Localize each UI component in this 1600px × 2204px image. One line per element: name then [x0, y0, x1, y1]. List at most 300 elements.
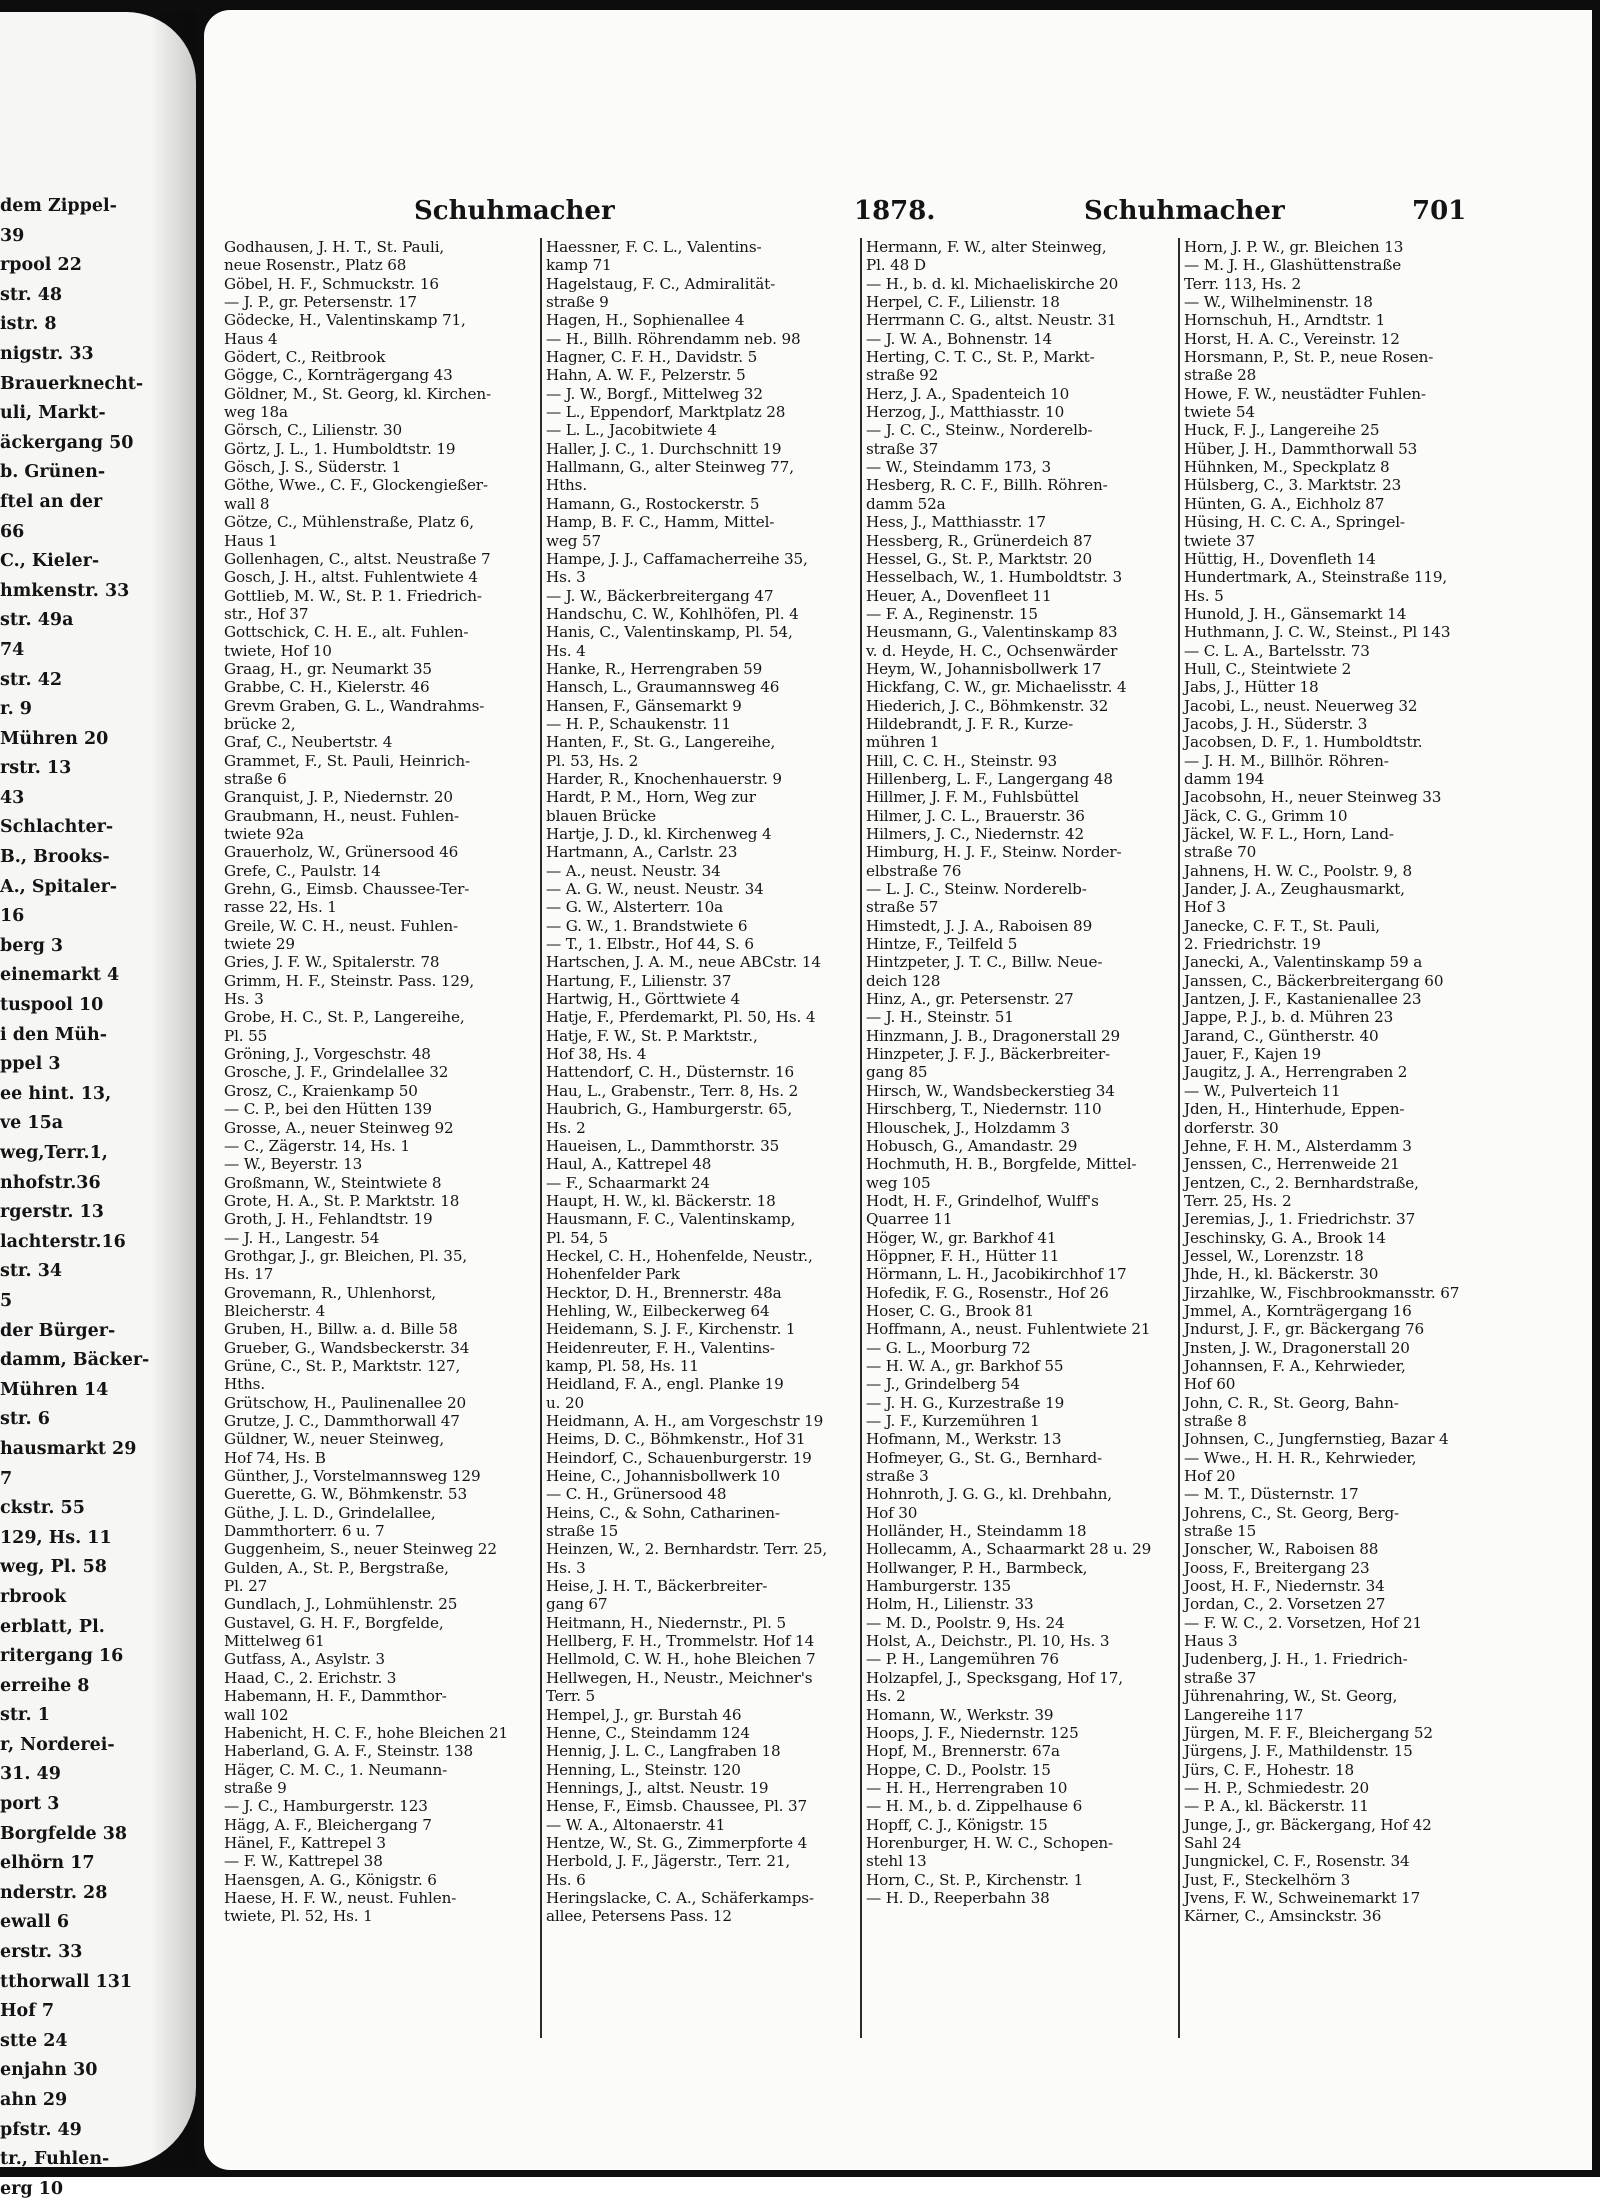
directory-entry-line: Gögge, C., Kornträgergang 43 — [224, 366, 453, 385]
directory-entry-line: twiete 92a — [224, 825, 304, 843]
left-page-line: rstr. 13 — [0, 758, 72, 779]
directory-entry-line: Jhde, H., kl. Bäckerstr. 30 — [1184, 1265, 1379, 1284]
left-page-line: str. 49a — [0, 610, 74, 631]
directory-entry-line: Hatje, F., Pferdemarkt, Pl. 50, Hs. 4 — [546, 1008, 816, 1027]
directory-column-2 — [546, 238, 862, 1926]
directory-entry-line: Jessel, W., Lorenzstr. 18 — [1184, 1246, 1364, 1265]
directory-entry-line: Herting, C. T. C., St. P., Markt- — [866, 348, 1095, 367]
directory-entry-line: Hünten, G. A., Eichholz 87 — [1184, 494, 1385, 513]
directory-entry-line: Hoffmann, A., neust. Fuhlentwiete 21 — [866, 1320, 1151, 1339]
directory-entry-line: — M. D., Poolstr. 9, Hs. 24 — [866, 1613, 1065, 1632]
directory-entry-line: straße 6 — [224, 769, 287, 788]
directory-entry-line: straße 9 — [224, 1778, 287, 1797]
directory-entry-line: Holländer, H., Steindamm 18 — [866, 1522, 1087, 1541]
directory-entry-line: straße 3 — [866, 1467, 929, 1486]
directory-entry-line: Himstedt, J. J. A., Raboisen 89 — [866, 916, 1093, 935]
directory-entry-line: Haus 3 — [1184, 1632, 1238, 1651]
directory-entry-line: Haus 1 — [224, 531, 278, 550]
directory-entry-line: u. 20 — [546, 1393, 585, 1412]
left-page-line: stte 24 — [0, 2030, 68, 2051]
directory-entry-line: Joost, H. F., Niedernstr. 34 — [1184, 1577, 1385, 1596]
directory-entry-line: weg 105 — [866, 1173, 931, 1192]
directory-entry-line: Hoops, J. F., Niedernstr. 125 — [866, 1723, 1079, 1742]
directory-entry-line: twiete, Hof 10 — [224, 641, 332, 660]
directory-entry-line: Hempel, J., gr. Burstah 46 — [546, 1705, 742, 1724]
directory-entry-line: Grabbe, C. H., Kielerstr. 46 — [224, 678, 430, 697]
left-page-line: ve 15a — [0, 1113, 64, 1134]
directory-entry-line: Horst, H. A. C., Vereinstr. 12 — [1184, 329, 1400, 348]
directory-entry-line: Hampe, J. J., Caffamacherreihe 35, — [546, 549, 808, 568]
directory-entry-line: straße 15 — [1184, 1522, 1257, 1541]
directory-entry-line: Hagen, H., Sophienallee 4 — [546, 311, 745, 330]
left-page-line: ahn 29 — [0, 2090, 68, 2110]
directory-entry-line: Grobe, H. C., St. P., Langereihe, — [224, 1008, 465, 1027]
directory-entry-line: Hths. — [546, 476, 588, 495]
directory-entry-line: Grosz, C., Kraienkamp 50 — [224, 1081, 418, 1100]
directory-entry-line: straße 28 — [1184, 366, 1257, 385]
directory-entry-line: — A., neust. Neustr. 34 — [546, 861, 721, 880]
left-page-line: ckstr. 55 — [0, 1498, 85, 1519]
directory-entry-line: Heym, W., Johannisbollwerk 17 — [866, 659, 1102, 678]
directory-entry-line: Grüne, C., St. P., Marktstr. 127, — [224, 1356, 461, 1375]
left-page-line: uli, Markt- — [0, 403, 106, 424]
left-page-line: rpool 22 — [0, 255, 82, 276]
left-page-line: Schlachter- — [0, 817, 114, 838]
directory-entry-line: Jeschinsky, G. A., Brook 14 — [1184, 1228, 1386, 1247]
directory-entry-line: Bleicherstr. 4 — [224, 1301, 326, 1320]
directory-entry-line: Pl. 55 — [224, 1026, 268, 1045]
directory-entry-line: Hau, L., Grabenstr., Terr. 8, Hs. 2 — [546, 1081, 799, 1100]
directory-entry-line: Haul, A., Kattrepel 48 — [546, 1155, 712, 1174]
left-page-line: port 3 — [0, 1794, 60, 1815]
directory-entry-line: stehl 13 — [866, 1852, 927, 1871]
directory-entry-line: Heise, J. H. T., Bäckerbreiter- — [546, 1577, 768, 1596]
directory-entry-line: Grote, H. A., St. P. Marktstr. 18 — [224, 1191, 460, 1210]
directory-entry-line: Haessner, F. C. L., Valentins- — [546, 238, 762, 256]
directory-entry-line: twiete 29 — [224, 935, 295, 954]
left-page-edge — [0, 12, 196, 2199]
directory-entry-line: Hofmeyer, G., St. G., Bernhard- — [866, 1448, 1103, 1467]
left-page-line: 31. 49 — [0, 1764, 61, 1785]
directory-entry-line: kamp 71 — [546, 256, 612, 275]
directory-entry-line: Jaugitz, J. A., Herrengraben 2 — [1184, 1063, 1408, 1082]
directory-entry-line: Holm, H., Lilienstr. 33 — [866, 1595, 1034, 1614]
directory-entry-line: Hillenberg, L. F., Langergang 48 — [866, 769, 1113, 788]
directory-entry-line: — C., Zägerstr. 14, Hs. 1 — [224, 1136, 410, 1155]
directory-entry-line: — J. H., Steinstr. 51 — [866, 1008, 1014, 1027]
directory-entry-line: Hoser, C. G., Brook 81 — [866, 1301, 1034, 1320]
directory-entry-line: Huthmann, J. C. W., Steinst., Pl 143 — [1184, 623, 1451, 642]
directory-entry-line: — J. P., gr. Petersenstr. 17 — [224, 293, 417, 312]
directory-entry-line: Hs. 5 — [1184, 586, 1224, 605]
left-page-line: r, Norderei- — [0, 1734, 115, 1755]
directory-entry-line: Hülsberg, C., 3. Marktstr. 23 — [1184, 476, 1402, 495]
directory-entry-line: Hof 20 — [1184, 1467, 1236, 1486]
directory-entry-line: Herrmann C. G., altst. Neustr. 31 — [866, 311, 1117, 330]
directory-entry-line: — J. H. M., Billhör. Röhren- — [1184, 751, 1389, 770]
directory-entry-line: Heringslacke, C. A., Schäferkamps- — [546, 1888, 814, 1907]
directory-entry-line: Heuer, A., Dovenfleet 11 — [866, 586, 1052, 605]
directory-entry-line: Hänel, F., Kattrepel 3 — [224, 1833, 386, 1852]
directory-entry-line: Handschu, C. W., Kohlhöfen, Pl. 4 — [546, 604, 799, 623]
left-page-line: 39 — [0, 225, 25, 246]
directory-entry-line: Habemann, H. F., Dammthor- — [224, 1687, 447, 1706]
left-page-line: tr., Fuhlen- — [0, 2149, 110, 2170]
directory-entry-line: Heitmann, H., Niedernstr., Pl. 5 — [546, 1613, 787, 1632]
directory-entry-line: Just, F., Steckelhörn 3 — [1184, 1870, 1351, 1889]
directory-entry-line: — F. W. C., 2. Vorsetzen, Hof 21 — [1184, 1613, 1422, 1632]
directory-entry-line: wall 102 — [224, 1705, 289, 1724]
left-page-line: erstr. 33 — [0, 1942, 83, 1963]
directory-entry-line: Hs. 3 — [224, 990, 264, 1009]
left-page-line: hausmarkt 29 — [0, 1438, 137, 1459]
directory-entry-line: Hüttig, H., Dovenfleth 14 — [1184, 549, 1376, 568]
directory-entry-line: Jndurst, J. F., gr. Bäckergang 76 — [1184, 1320, 1425, 1339]
directory-entry-line: Herpel, C. F., Lilienstr. 18 — [866, 293, 1060, 312]
left-page-line: str. 42 — [0, 669, 63, 690]
directory-entry-line: John, C. R., St. Georg, Bahn- — [1184, 1393, 1399, 1412]
left-page-line: str. 1 — [0, 1705, 50, 1726]
directory-entry-line: Jäck, C. G., Grimm 10 — [1184, 806, 1348, 825]
directory-entry-line: Jonscher, W., Raboisen 88 — [1184, 1540, 1379, 1559]
header-trade-left: Schuhmacher — [414, 196, 615, 226]
directory-entry-line: weg 57 — [546, 531, 601, 550]
directory-entry-line: Haad, C., 2. Erichstr. 3 — [224, 1668, 397, 1687]
directory-entry-line: Guerette, G. W., Böhmkenstr. 53 — [224, 1485, 467, 1504]
directory-entry-line: Hornschuh, H., Arndtstr. 1 — [1184, 311, 1386, 330]
directory-entry-line: Güldner, W., neuer Steinweg, — [224, 1430, 445, 1449]
directory-entry-line: twiete 37 — [1184, 531, 1255, 550]
directory-entry-line: Mittelweg 61 — [224, 1632, 325, 1651]
directory-entry-line: — J. C. C., Steinw., Norderelb- — [866, 421, 1093, 440]
directory-entry-line: — P. H., Langemühren 76 — [866, 1650, 1059, 1669]
directory-entry-line: Jeremias, J., 1. Friedrichstr. 37 — [1184, 1210, 1416, 1229]
directory-entry-line: Görsch, C., Lilienstr. 30 — [224, 421, 402, 440]
directory-entry-line: Jnsten, J. W., Dragonerstall 20 — [1184, 1338, 1410, 1357]
directory-entry-line: Göbel, H. F., Schmuckstr. 16 — [224, 274, 439, 293]
left-page-line: nigstr. 33 — [0, 343, 94, 364]
left-page-line: nhofstr.36 — [0, 1172, 101, 1193]
left-page-line: rbrook — [0, 1586, 67, 1607]
directory-entry-line: Hlouschek, J., Holzdamm 3 — [866, 1118, 1070, 1137]
directory-entry-line: Jacobsohn, H., neuer Steinweg 33 — [1184, 788, 1442, 807]
directory-entry-line: Terr. 113, Hs. 2 — [1184, 274, 1302, 293]
directory-entry-line: Hansch, L., Graumannsweg 46 — [546, 678, 780, 697]
left-page-line: 74 — [0, 639, 25, 660]
directory-entry-line: Graag, H., gr. Neumarkt 35 — [224, 659, 432, 678]
directory-entry-line: Hintzpeter, J. T. C., Billw. Neue- — [866, 953, 1103, 972]
directory-entry-line: Hägg, A. F., Bleichergang 7 — [224, 1815, 432, 1834]
directory-entry-line: — Wwe., H. H. R., Kehrwieder, — [1184, 1448, 1417, 1467]
directory-entry-line: Janecki, A., Valentinskamp 59 a — [1184, 953, 1423, 972]
directory-entry-line: — J., Grindelberg 54 — [866, 1375, 1020, 1394]
directory-entry-line: Hs. 2 — [866, 1687, 906, 1706]
directory-entry-line: Hamburgerstr. 135 — [866, 1577, 1012, 1596]
left-page-line: erblatt, Pl. — [0, 1616, 105, 1637]
directory-entry-line: Grütschow, H., Paulinenallee 20 — [224, 1393, 466, 1412]
directory-entry-line: Hense, F., Eimsb. Chaussee, Pl. 37 — [546, 1797, 808, 1816]
directory-entry-line: Quarree 11 — [866, 1210, 953, 1229]
directory-entry-line: Grammet, F., St. Pauli, Heinrich- — [224, 751, 471, 770]
left-page-line: str. 48 — [0, 284, 63, 305]
left-page-line: 5 — [0, 1290, 13, 1311]
left-page-line: 129, Hs. 11 — [0, 1527, 112, 1548]
directory-entry-line: — H., b. d. kl. Michaeliskirche 20 — [866, 274, 1119, 293]
directory-entry-line: Hof 74, Hs. B — [224, 1448, 326, 1467]
directory-entry-line: Jarand, C., Güntherstr. 40 — [1184, 1026, 1379, 1045]
directory-entry-line: Häger, C. M. C., 1. Neumann- — [224, 1760, 448, 1779]
directory-entry-line: Hesselbach, W., 1. Humboldtstr. 3 — [866, 568, 1122, 587]
directory-entry-line: Hellmold, C. W. H., hohe Bleichen 7 — [546, 1650, 816, 1669]
directory-entry-line: weg 18a — [224, 403, 288, 422]
directory-entry-line: Hardt, P. M., Horn, Weg zur — [546, 788, 756, 807]
directory-entry-line: Hagelstaug, F. C., Admiralität- — [546, 274, 776, 293]
directory-entry-line: — L. L., Jacobitwiete 4 — [546, 421, 717, 440]
directory-entry-line: straße 15 — [546, 1522, 619, 1541]
directory-entry-line: gang 85 — [866, 1063, 928, 1082]
directory-entry-line: Terr. 5 — [546, 1687, 596, 1706]
directory-entry-line: Grauerholz, W., Grünersood 46 — [224, 843, 459, 862]
directory-entry-line: Hof 60 — [1184, 1375, 1236, 1394]
directory-entry-line: Heidenreuter, F. H., Valentins- — [546, 1338, 775, 1357]
left-page-line: Mühren 20 — [0, 728, 109, 749]
directory-entry-line: Guggenheim, S., neuer Steinweg 22 — [224, 1540, 497, 1559]
left-page-line: ee hint. 13, — [0, 1083, 112, 1104]
directory-entry-line: Görtz, J. L., 1. Humboldtstr. 19 — [224, 439, 456, 458]
directory-entry-line: brücke 2, — [224, 714, 296, 733]
directory-entry-line: Grovemann, R., Uhlenhorst, — [224, 1283, 436, 1302]
directory-entry-line: Hennig, J. L. C., Langfraben 18 — [546, 1742, 781, 1761]
directory-entry-line: Hof 38, Hs. 4 — [546, 1045, 647, 1064]
directory-entry-line: — W. A., Altonaerstr. 41 — [546, 1815, 726, 1834]
left-page-line: r. 9 — [0, 699, 32, 720]
directory-entry-line: Jabs, J., Hütter 18 — [1184, 678, 1319, 697]
directory-entry-line: Hagner, C. F. H., Davidstr. 5 — [546, 348, 758, 367]
directory-entry-line: Hofedik, F. G., Rosenstr., Hof 26 — [866, 1283, 1109, 1302]
directory-entry-line: Hs. 3 — [546, 1558, 586, 1577]
directory-entry-line: elbstraße 76 — [866, 861, 962, 880]
directory-entry-line: Hentze, W., St. G., Zimmerpforte 4 — [546, 1833, 808, 1852]
left-page-line: hmkenstr. 33 — [0, 580, 130, 601]
directory-entry-line: Jührenahring, W., St. Georg, — [1184, 1687, 1398, 1706]
directory-column-4 — [1184, 238, 1496, 1926]
directory-entry-line: Hehling, W., Eilbeckerweg 64 — [546, 1301, 770, 1320]
directory-entry-line: Jauer, F., Kajen 19 — [1184, 1045, 1321, 1064]
directory-entry-line: Gösch, J. S., Süderstr. 1 — [224, 458, 402, 477]
directory-entry-line: Herbold, J. F., Jägerstr., Terr. 21, — [546, 1852, 791, 1871]
directory-entry-line: Hartschen, J. A. M., neue ABCstr. 14 — [546, 953, 821, 972]
directory-entry-line: Hausmann, F. C., Valentinskamp, — [546, 1210, 796, 1229]
directory-entry-line: Hörmann, L. H., Jacobikirchhof 17 — [866, 1265, 1127, 1284]
left-page-line: i den Müh- — [0, 1024, 108, 1045]
directory-entry-line: Janecke, C. F. T., St. Pauli, — [1184, 916, 1380, 935]
directory-entry-line: dorferstr. 30 — [1184, 1118, 1279, 1137]
directory-entry-line: Hochmuth, H. B., Borgfelde, Mittel- — [866, 1155, 1137, 1174]
left-page-line: b. Grünen- — [0, 462, 106, 483]
directory-entry-line: Judenberg, J. H., 1. Friedrich- — [1184, 1650, 1408, 1669]
directory-entry-line: Hecktor, D. H., Brennerstr. 48a — [546, 1283, 782, 1302]
directory-entry-line: — H. P., Schaukenstr. 11 — [546, 714, 731, 733]
left-page-line: Mühren 14 — [0, 1379, 109, 1400]
directory-entry-line: Jmmel, A., Kornträgergang 16 — [1184, 1301, 1412, 1320]
directory-entry-line: Heidmann, A. H., am Vorgeschstr 19 — [546, 1412, 824, 1430]
directory-entry-line: — M. T., Düsternstr. 17 — [1184, 1485, 1359, 1504]
directory-entry-line: Hths. — [224, 1375, 266, 1394]
directory-entry-line: Himburg, H. J. F., Steinw. Norder- — [866, 843, 1122, 862]
directory-entry-line: straße 70 — [1184, 843, 1257, 862]
directory-entry-line: Haueisen, L., Dammthorstr. 35 — [546, 1136, 780, 1155]
directory-entry-line: gang 67 — [546, 1595, 608, 1614]
left-page-line: elhörn 17 — [0, 1853, 95, 1874]
directory-entry-line: Herzog, J., Matthiasstr. 10 — [866, 403, 1065, 422]
directory-entry-line: straße 9 — [546, 293, 609, 312]
directory-entry-line: Höger, W., gr. Barkhof 41 — [866, 1228, 1057, 1247]
directory-entry-line: — W., Beyerstr. 13 — [224, 1155, 363, 1174]
directory-entry-line: Hahn, A. W. F., Pelzerstr. 5 — [546, 366, 746, 385]
directory-column-1 — [224, 238, 546, 1926]
directory-entry-line: Jordan, C., 2. Vorsetzen 27 — [1184, 1595, 1386, 1614]
directory-entry-line: — P. A., kl. Bäckerstr. 11 — [1184, 1797, 1369, 1816]
directory-entry-line: Gundlach, J., Lohmühlenstr. 25 — [224, 1595, 458, 1614]
left-page-line: ftel an der — [0, 491, 103, 512]
directory-entry-line: Godhausen, J. H. T., St. Pauli, — [224, 238, 445, 256]
left-page-line: berg 3 — [0, 935, 64, 956]
directory-entry-line: Hiederich, J. C., Böhmkenstr. 32 — [866, 696, 1109, 715]
directory-entry-line: Hermann, F. W., alter Steinweg, — [866, 238, 1107, 256]
directory-entry-line: Gries, J. F. W., Spitalerstr. 78 — [224, 953, 440, 972]
left-page-line: enjahn 30 — [0, 2060, 98, 2081]
directory-entry-line: Hanis, C., Valentinskamp, Pl. 54, — [546, 623, 793, 642]
left-page-line: tuspool 10 — [0, 995, 104, 1016]
directory-entry-line: Heindorf, C., Schauenburgerstr. 19 — [546, 1448, 812, 1467]
directory-entry-line: Hartwig, H., Görttwiete 4 — [546, 990, 741, 1009]
directory-entry-line: — H. P., Schmiedestr. 20 — [1184, 1778, 1370, 1797]
left-page-line: erg 10 — [0, 2178, 64, 2199]
directory-entry-line: Hill, C. C. H., Steinstr. 93 — [866, 751, 1058, 770]
directory-entry-line: deich 128 — [866, 971, 941, 990]
directory-entry-line: Hildebrandt, J. F. R., Kurze- — [866, 714, 1074, 733]
directory-entry-line: Jäckel, W. F. L., Horn, Land- — [1184, 825, 1394, 843]
directory-entry-line: Gröning, J., Vorgeschstr. 48 — [224, 1045, 431, 1064]
directory-entry-line: Heine, C., Johannisbollwerk 10 — [546, 1467, 781, 1486]
directory-entry-line: Henne, C., Steindamm 124 — [546, 1723, 750, 1742]
directory-entry-line: Haupt, H. W., kl. Bäckerstr. 18 — [546, 1191, 776, 1210]
directory-entry-line: Pl. 53, Hs. 2 — [546, 751, 639, 770]
directory-entry-line: Graubmann, H., neust. Fuhlen- — [224, 806, 459, 825]
directory-entry-line: rasse 22, Hs. 1 — [224, 898, 337, 917]
directory-entry-line: Jehne, F. H. M., Alsterdamm 3 — [1184, 1136, 1412, 1155]
directory-entry-line: Hohnroth, J. G. G., kl. Drehbahn, — [866, 1485, 1112, 1504]
directory-entry-line: Hohenfelder Park — [546, 1265, 680, 1284]
directory-entry-line: Heidemann, S. J. F., Kirchenstr. 1 — [546, 1320, 796, 1339]
directory-entry-line: Horn, J. P. W., gr. Bleichen 13 — [1184, 238, 1404, 256]
directory-entry-line: Hollecamm, A., Schaarmarkt 28 u. 29 — [866, 1540, 1152, 1559]
left-page-line: pfstr. 49 — [0, 2119, 82, 2140]
directory-entry-line: Hellberg, F. H., Trommelstr. Hof 14 — [546, 1632, 815, 1651]
directory-entry-line: Howe, F. W., neustädter Fuhlen- — [1184, 384, 1426, 403]
directory-entry-line: kamp, Pl. 58, Hs. 11 — [546, 1356, 699, 1375]
directory-entry-line: Pl. 27 — [224, 1577, 268, 1596]
directory-entry-line: — H. D., Reeperbahn 38 — [866, 1888, 1050, 1907]
directory-entry-line: Hof 30 — [866, 1503, 918, 1522]
directory-entry-line: Gödert, C., Reitbrook — [224, 348, 386, 367]
directory-entry-line: Haller, J. C., 1. Durchschnitt 19 — [546, 439, 782, 458]
directory-entry-line: Hessberg, R., Grünerdeich 87 — [866, 531, 1093, 550]
directory-entry-line: Holzapfel, J., Specksgang, Hof 17, — [866, 1668, 1123, 1687]
directory-entry-line: Gustavel, G. H. F., Borgfelde, — [224, 1613, 444, 1632]
left-page-line: ritergang 16 — [0, 1646, 124, 1667]
left-page-line: 16 — [0, 906, 25, 927]
directory-entry-line: v. d. Heyde, H. C., Ochsenwärder — [866, 641, 1118, 660]
directory-entry-line: Hirschberg, T., Niedernstr. 110 — [866, 1100, 1102, 1119]
directory-entry-line: Heims, D. C., Böhmkenstr., Hof 31 — [546, 1430, 806, 1449]
directory-entry-line: — F. W., Kattrepel 38 — [224, 1852, 383, 1871]
directory-entry-line: Granquist, J. P., Niedernstr. 20 — [224, 788, 453, 807]
left-page-line: B., Brooks- — [0, 847, 110, 868]
directory-entry-line: Heinzen, W., 2. Bernhardstr. Terr. 25, — [546, 1540, 828, 1559]
directory-entry-line: mühren 1 — [866, 733, 940, 752]
directory-entry-line: — C. P., bei den Hütten 139 — [224, 1100, 432, 1119]
directory-entry-line: Hull, C., Steintwiete 2 — [1184, 659, 1352, 678]
directory-entry-line: — W., Steindamm 173, 3 — [866, 458, 1051, 477]
directory-entry-line: Gosch, J. H., altst. Fuhlentwiete 4 — [224, 568, 478, 587]
directory-entry-line: Hatje, F. W., St. P. Marktstr., — [546, 1026, 758, 1045]
directory-entry-line: Langereihe 117 — [1184, 1705, 1304, 1724]
directory-entry-line: Jden, H., Hinterhude, Eppen- — [1184, 1100, 1405, 1119]
directory-entry-line: — A. G. W., neust. Neustr. 34 — [546, 880, 764, 899]
directory-entry-line: — J. H., Langestr. 54 — [224, 1228, 380, 1247]
directory-entry-line: Haese, H. F. W., neust. Fuhlen- — [224, 1888, 457, 1907]
directory-entry-line: Gödecke, H., Valentinskamp 71, — [224, 311, 466, 330]
directory-entry-line: — C. H., Grünersood 48 — [546, 1485, 727, 1504]
directory-entry-line: Horn, C., St. P., Kirchenstr. 1 — [866, 1870, 1084, 1889]
directory-entry-line: Hansen, F., Gänsemarkt 9 — [546, 696, 742, 715]
left-page-line: A., Spitaler- — [0, 876, 118, 897]
directory-entry-line: Hüber, J. H., Dammthorwall 53 — [1184, 439, 1418, 458]
left-page-line: C., Kieler- — [0, 551, 100, 572]
directory-entry-line: Höppner, F. H., Hütter 11 — [866, 1246, 1060, 1265]
directory-entry-line: straße 37 — [1184, 1668, 1257, 1687]
directory-entry-line: Hallmann, G., alter Steinweg 77, — [546, 458, 794, 477]
directory-entry-line: Grothgar, J., gr. Bleichen, Pl. 35, — [224, 1246, 468, 1265]
directory-entry-line: Homann, W., Werkstr. 39 — [866, 1705, 1054, 1724]
directory-entry-line: — F., Schaarmarkt 24 — [546, 1173, 710, 1192]
directory-entry-line: twiete, Pl. 52, Hs. 1 — [224, 1907, 373, 1926]
directory-entry-line: — J. C., Hamburgerstr. 123 — [224, 1797, 428, 1816]
directory-entry-line: Hartmann, A., Carlstr. 23 — [546, 843, 738, 862]
directory-entry-line: Jirzahlke, W., Fischbrookmansstr. 67 — [1184, 1283, 1460, 1302]
directory-entry-line: Sahl 24 — [1184, 1833, 1242, 1852]
directory-entry-line: Großmann, W., Steintwiete 8 — [224, 1173, 442, 1192]
directory-entry-line: Janssen, C., Bäckerbreitergang 60 — [1184, 971, 1444, 990]
directory-entry-line: damm 194 — [1184, 769, 1265, 788]
directory-entry-line: Jantzen, J. F., Kastanienallee 23 — [1184, 990, 1422, 1009]
left-page-line: Hof 7 — [0, 2001, 55, 2022]
directory-entry-line: Hennings, J., altst. Neustr. 19 — [546, 1778, 769, 1797]
directory-entry-line: Gulden, A., St. P., Bergstraße, — [224, 1558, 449, 1577]
directory-entry-line: Henning, L., Steinstr. 120 — [546, 1760, 741, 1779]
scan-right-edge — [1592, 0, 1600, 2177]
directory-entry-line: Kärner, C., Amsinckstr. 36 — [1184, 1907, 1382, 1926]
directory-entry-line: — J. W. A., Bohnenstr. 14 — [866, 329, 1052, 348]
directory-entry-line: Günther, J., Vorstelmannsweg 129 — [224, 1467, 481, 1486]
directory-entry-line: wall 8 — [224, 494, 270, 513]
directory-entry-line: — L., Eppendorf, Marktplatz 28 — [546, 403, 786, 422]
directory-entry-line: Horenburger, H. W. C., Schopen- — [866, 1833, 1114, 1852]
directory-entry-line: — L. J. C., Steinw. Norderelb- — [866, 880, 1087, 899]
directory-entry-line: — C. L. A., Bartelsstr. 73 — [1184, 641, 1370, 660]
left-page-line: 7 — [0, 1468, 13, 1489]
